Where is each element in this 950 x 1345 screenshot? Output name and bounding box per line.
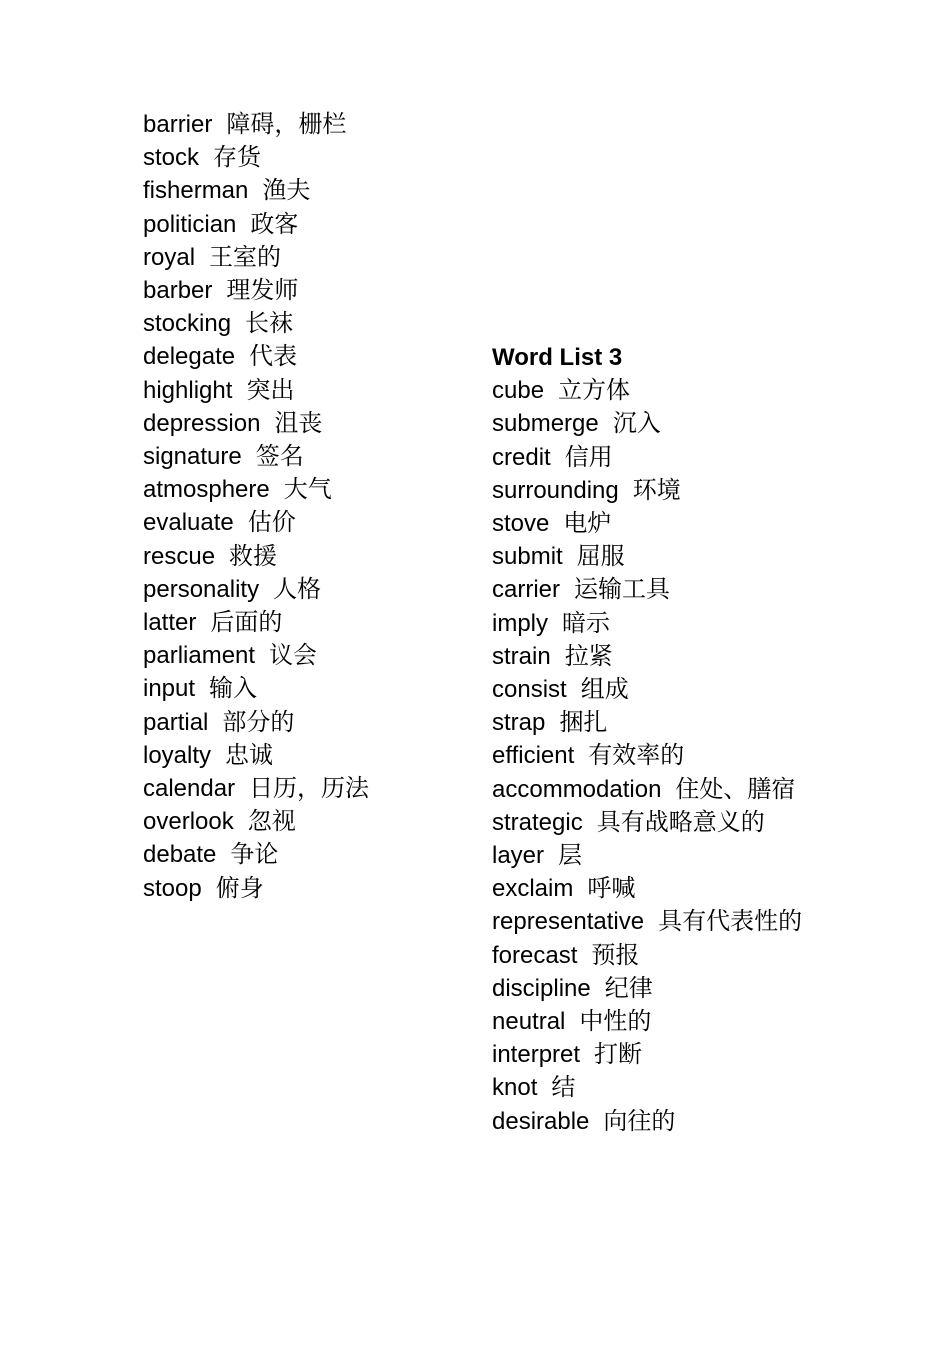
vocab-meaning: 捆扎	[559, 709, 608, 737]
vocab-word: personality	[143, 575, 260, 603]
vocab-meaning: 大气	[283, 476, 332, 504]
vocab-entry	[143, 274, 443, 307]
vocab-entry	[492, 673, 808, 706]
vocab-entry	[492, 1005, 808, 1038]
vocab-word: strap	[492, 709, 546, 737]
vocab-word: exclaim	[492, 875, 574, 903]
vocab-word: signature	[143, 443, 242, 471]
vocab-meaning: 沉入	[612, 410, 661, 438]
vocab-meaning: 政客	[250, 210, 299, 238]
vocab-entry	[143, 108, 443, 141]
vocab-word: stocking	[143, 310, 232, 338]
word-list-title: Word List 3	[492, 344, 623, 371]
vocab-meaning: 俯身	[215, 874, 264, 902]
vocab-meaning: 具有战略意义的	[596, 808, 765, 836]
vocab-word: credit	[492, 443, 551, 471]
vocab-entry	[492, 1105, 808, 1138]
left-word-column	[143, 108, 443, 905]
vocab-entry	[492, 607, 808, 640]
vocab-entry	[492, 540, 808, 573]
vocab-word: strain	[492, 642, 551, 670]
vocab-word: neutral	[492, 1008, 566, 1036]
vocab-meaning: 屈服	[576, 543, 625, 571]
vocab-entry	[492, 640, 808, 673]
vocab-word: surrounding	[492, 476, 619, 504]
vocab-meaning: 拉紧	[564, 642, 613, 670]
vocab-entry	[143, 307, 443, 340]
right-word-column	[492, 341, 808, 1138]
vocab-word: efficient	[492, 742, 575, 770]
vocab-word: input	[143, 675, 196, 703]
vocab-word: carrier	[492, 576, 561, 604]
vocab-meaning: 障碍，栅栏	[226, 111, 347, 138]
vocab-word: stock	[143, 144, 200, 172]
vocab-meaning: 电炉	[563, 510, 612, 538]
vocab-entry	[492, 374, 808, 407]
vocab-meaning: 签名	[255, 443, 304, 471]
vocab-entry	[143, 739, 443, 772]
vocab-word: highlight	[143, 376, 233, 404]
vocab-meaning: 向往的	[603, 1107, 676, 1135]
vocab-meaning: 立方体	[558, 377, 631, 405]
vocab-word: forecast	[492, 941, 578, 969]
vocab-word: royal	[143, 243, 196, 271]
vocab-word: discipline	[492, 974, 591, 1002]
vocab-entry	[492, 573, 808, 606]
vocab-meaning: 有效率的	[588, 742, 685, 770]
vocab-entry	[143, 506, 443, 539]
vocab-entry	[143, 838, 443, 871]
vocab-entry	[143, 208, 443, 241]
vocab-entry	[492, 739, 808, 772]
vocab-meaning: 输入	[209, 675, 258, 703]
vocab-meaning: 忠诚	[225, 741, 274, 769]
vocab-meaning: 争论	[230, 841, 279, 869]
vocab-meaning: 纪律	[604, 974, 653, 1002]
vocab-entry	[143, 440, 443, 473]
vocab-word: cube	[492, 377, 545, 405]
vocab-word: partial	[143, 708, 209, 736]
vocab-entry	[492, 1038, 808, 1071]
vocab-entry	[492, 407, 808, 440]
vocab-entry	[492, 474, 808, 507]
vocab-meaning: 环境	[632, 476, 681, 504]
vocab-entry	[143, 540, 443, 573]
vocab-entry	[492, 1071, 808, 1104]
vocab-meaning: 人格	[273, 575, 322, 603]
vocab-word: submerge	[492, 410, 599, 438]
vocab-meaning: 突出	[246, 376, 295, 404]
vocab-entry	[143, 340, 443, 373]
vocab-word: consist	[492, 676, 567, 704]
vocab-meaning: 长袜	[245, 310, 294, 338]
vocab-word: fisherman	[143, 177, 249, 205]
vocab-entry	[143, 872, 443, 905]
vocab-word: atmosphere	[143, 476, 270, 504]
vocab-meaning: 王室的	[209, 243, 282, 271]
vocab-word: submit	[492, 543, 563, 571]
vocab-entry	[143, 639, 443, 672]
vocab-meaning: 暗示	[562, 609, 611, 637]
vocab-entry	[143, 706, 443, 739]
vocab-meaning: 运输工具	[574, 576, 671, 604]
vocab-entry	[492, 839, 808, 872]
vocab-entry	[492, 507, 808, 540]
vocab-meaning: 部分的	[222, 708, 295, 736]
vocab-word: loyalty	[143, 741, 212, 769]
vocab-meaning: 理发师	[226, 277, 299, 305]
vocab-entry	[492, 441, 808, 474]
vocab-entry	[143, 772, 443, 805]
vocab-word: knot	[492, 1074, 538, 1102]
vocab-meaning: 后面的	[210, 609, 283, 637]
vocab-meaning: 信用	[564, 443, 613, 471]
vocab-meaning: 忽视	[247, 808, 296, 836]
vocab-meaning: 日历，历法	[249, 775, 370, 803]
vocab-entry	[492, 806, 808, 839]
vocab-meaning: 救援	[229, 542, 278, 570]
vocab-meaning: 层	[558, 842, 583, 870]
vocab-word: accommodation	[492, 775, 662, 803]
vocab-meaning: 具有代表性的	[658, 908, 803, 936]
vocab-word: depression	[143, 409, 261, 437]
vocab-entry	[492, 773, 808, 806]
vocab-meaning: 沮丧	[274, 409, 323, 437]
vocab-entry	[143, 573, 443, 606]
vocab-meaning: 议会	[269, 642, 318, 670]
vocab-word: barrier	[143, 111, 213, 138]
vocab-word: parliament	[143, 642, 256, 670]
vocab-word: stoop	[143, 874, 202, 902]
vocab-entry	[143, 407, 443, 440]
vocab-entry	[143, 805, 443, 838]
vocab-meaning: 住处、膳宿	[675, 775, 796, 803]
vocab-word: imply	[492, 609, 549, 637]
vocab-entry	[143, 174, 443, 207]
vocab-word: debate	[143, 841, 217, 869]
vocab-meaning: 存货	[213, 144, 262, 172]
vocab-entry	[143, 141, 443, 174]
vocab-word: evaluate	[143, 509, 234, 537]
vocab-entry	[143, 241, 443, 274]
vocab-meaning: 代表	[249, 343, 298, 371]
vocab-word: interpret	[492, 1041, 581, 1069]
vocab-word: barber	[143, 277, 213, 305]
vocab-word: politician	[143, 210, 237, 238]
vocab-word: delegate	[143, 343, 236, 371]
vocab-word: layer	[492, 842, 545, 870]
vocab-entry	[143, 374, 443, 407]
vocab-meaning: 预报	[591, 941, 640, 969]
vocab-meaning: 结	[551, 1074, 576, 1102]
vocab-meaning: 组成	[580, 676, 629, 704]
vocab-word: calendar	[143, 775, 236, 803]
vocab-meaning: 渔夫	[262, 177, 311, 205]
vocab-meaning: 打断	[594, 1041, 643, 1069]
vocab-word: stove	[492, 510, 550, 538]
vocab-entry	[143, 606, 443, 639]
vocab-word: rescue	[143, 542, 216, 570]
vocab-word: desirable	[492, 1107, 590, 1135]
vocab-word: latter	[143, 609, 197, 637]
vocab-entry	[492, 706, 808, 739]
vocab-word: representative	[492, 908, 645, 936]
vocab-meaning: 中性的	[579, 1008, 652, 1036]
vocab-meaning: 估价	[247, 509, 296, 537]
vocab-meaning: 呼喊	[587, 875, 636, 903]
vocab-entry	[492, 905, 808, 938]
vocab-entry	[143, 672, 443, 705]
vocab-entry	[492, 972, 808, 1005]
vocab-entry	[143, 473, 443, 506]
vocab-entry	[492, 939, 808, 972]
vocab-entry	[492, 872, 808, 905]
vocab-word: overlook	[143, 808, 234, 836]
vocab-word: strategic	[492, 808, 583, 836]
